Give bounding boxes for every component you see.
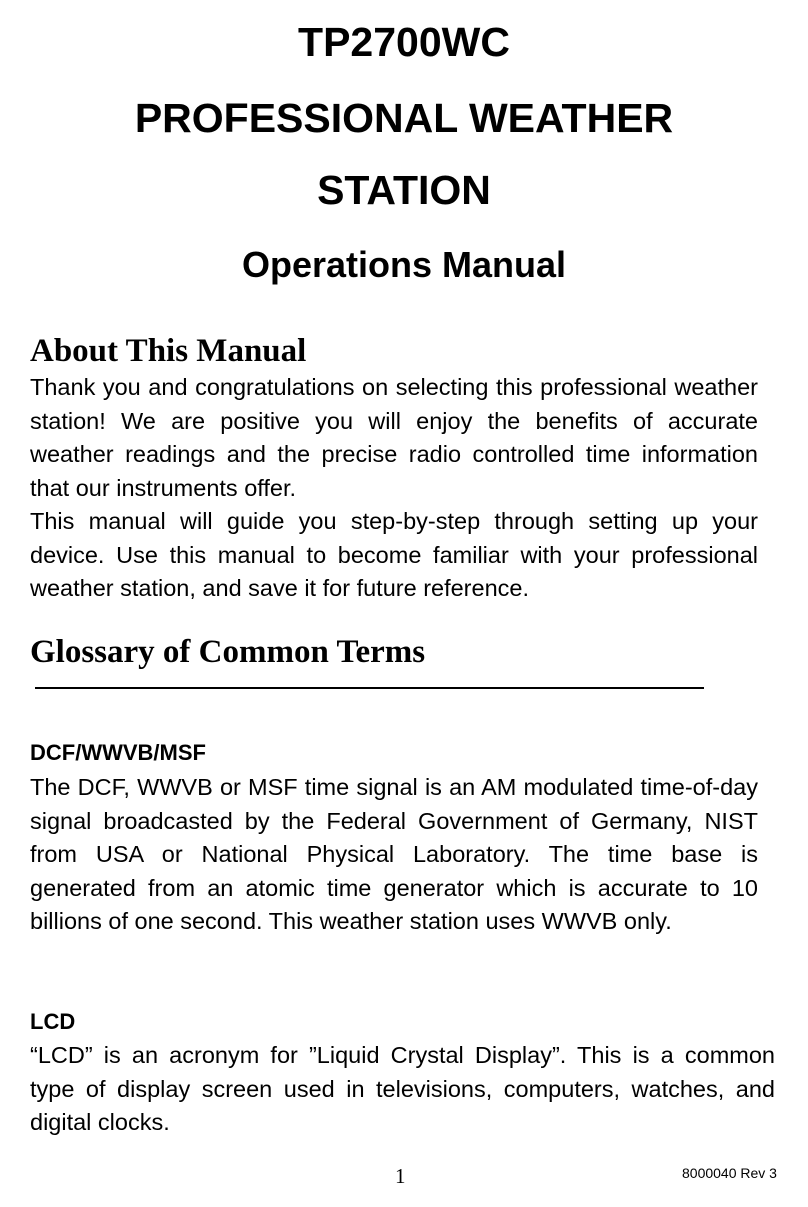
about-paragraph-2: This manual will guide you step-by-step through setting up your device. Use this manual to become familiar with your professional weather station, and save it for future reference. xyxy=(30,508,758,602)
document-revision: 8000040 Rev 3 xyxy=(682,1165,777,1181)
product-name-title-line1: PROFESSIONAL WEATHER xyxy=(134,95,674,141)
page-number: 1 xyxy=(395,1164,406,1188)
manual-subtitle: Operations Manual xyxy=(241,244,567,285)
glossary-section-heading: Glossary of Common Terms xyxy=(30,634,426,670)
product-name-title-line2: STATION xyxy=(317,167,491,213)
glossary-definition-lcd: “LCD” is an acronym for ”Liquid Crystal Display”. This is a common type of display screen used in televisions, computers, watches, and digital clocks. xyxy=(30,1042,775,1136)
product-model-title: TP2700WC xyxy=(298,19,510,65)
glossary-term-lcd: LCD xyxy=(30,1009,76,1034)
glossary-divider xyxy=(35,687,704,689)
about-paragraph-1: Thank you and congratulations on selecting this professional weather station! We are positive you will enjoy the benefits of accurate weather readings and the precise radio controlled time information that our instruments offer. xyxy=(30,374,758,501)
glossary-term-dcf: DCF/WWVB/MSF xyxy=(30,740,206,765)
glossary-definition-dcf: The DCF, WWVB or MSF time signal is an AM modulated time-of-day signal broadcasted by the Federal Government of Germany, NIST from USA or National Physical Laboratory. The time base is generated from an atomic time generator which is accurate to 10 billions of one second. This weather station uses WWVB only. xyxy=(30,774,758,935)
about-section-heading: About This Manual xyxy=(30,333,307,369)
